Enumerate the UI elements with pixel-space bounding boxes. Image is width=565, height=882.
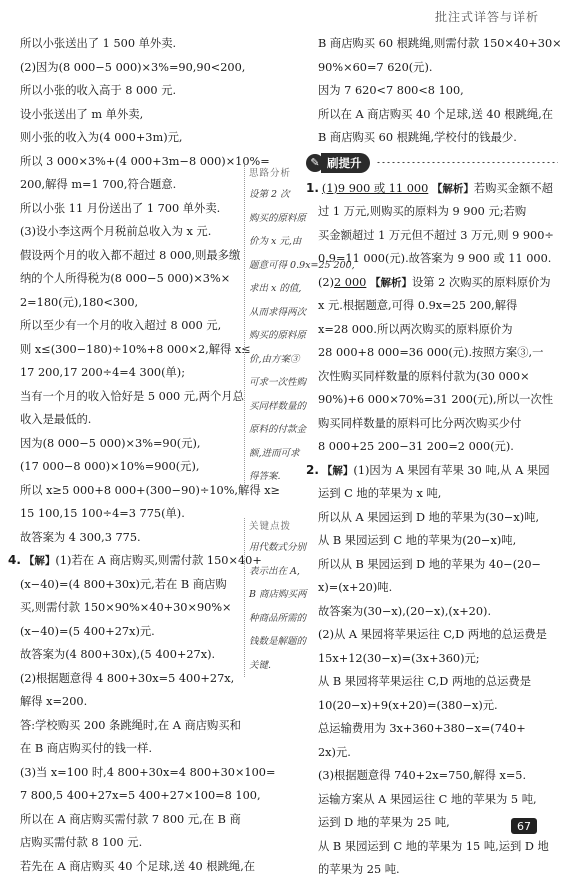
side-note-line: 从而求得两次	[249, 306, 307, 318]
side-note-line: B 商店购买两	[249, 589, 307, 600]
text-line: 故答案为(4 800+30x),(5 400+27x).	[20, 648, 216, 661]
text-line: (3)设小李这两个月税前总收入为 x 元.	[20, 225, 212, 238]
text-line: 从 B 果园运到 C 地的苹果为(20−x)吨,	[318, 534, 517, 547]
analysis-tag: 【解析】	[431, 182, 474, 195]
dotted-divider	[376, 161, 559, 164]
text-line: 0.9=11 000(元).故答案为 9 900 或 11 000.	[318, 252, 552, 265]
text-line: 运到 C 地的苹果为 x 吨,	[318, 487, 442, 500]
text-line: 因为 7 620<7 800<8 100,	[318, 84, 464, 97]
answer-underlined: 2 000	[334, 275, 367, 289]
side-note-line: 额,进而可求	[249, 447, 300, 459]
page-number: 67	[511, 818, 537, 834]
text-line: 买金额超过 1 万元但不超过 3 万元,则 9 900÷	[318, 228, 554, 242]
text-line: (x−40)=(5 400+27x)元.	[20, 624, 155, 638]
text-line: 所以小张的收入高于 8 000 元.	[20, 84, 177, 97]
text-line: 200,解得 m=1 700,符合题意.	[20, 178, 177, 191]
text-line: 故答案为 4 300,3 775.	[20, 530, 141, 544]
text-line: x)=(x+20)吨.	[318, 581, 393, 594]
side-note-line: 价,由方案③	[249, 353, 300, 365]
q4-first-line	[8, 549, 262, 573]
side-note-line: 用代数式分别	[249, 542, 307, 553]
text-line: 则小张的收入为(4 000+3m)元,	[20, 131, 183, 144]
text-line: 10(20−x)+9(x+20)=(380−x)元.	[318, 698, 498, 712]
text-line: 解得 x=200.	[20, 695, 88, 708]
text-line: 从 B 果园运到 C 地的苹果为 15 吨,运到 D 地	[318, 839, 549, 853]
text-line: 运输方案从 A 果园运往 C 地的苹果为 5 吨,	[318, 792, 537, 806]
text-line: 答:学校购买 200 条跳绳时,在 A 商店购买和	[20, 718, 241, 732]
text-line: 所以在 A 商店购买需付款 7 800 元,在 B 商	[20, 812, 241, 826]
text-line: 7 800,5 400+27x=5 400+27×100=8 100,	[20, 789, 261, 802]
text-line: 因为(8 000−5 000)×3%=90(元),	[20, 436, 201, 450]
text-line: 所以 x≥5 000+8 000+(300−90)÷10%,解得 x≥	[20, 483, 281, 497]
side-note-line: 求出 x 的值,	[249, 283, 302, 294]
text-line: 从 B 果园将苹果运往 C,D 两地的总运费是	[318, 675, 532, 688]
text-line: 店购买需付款 8 100 元.	[20, 836, 143, 849]
side-note-line: 设第 2 次	[249, 189, 290, 200]
text-line: 所以小张 11 月份送出了 1 700 单外卖.	[20, 201, 221, 215]
text-line: 收入是最低的.	[20, 413, 92, 426]
text-line: x 元.根据题意,可得 0.9x=25 200,解得	[318, 299, 518, 312]
side-note-line: 得答案.	[249, 471, 281, 482]
text-line: (3)根据题意得 740+2x=750,解得 x=5.	[318, 769, 527, 782]
text-line: 所以小张送出了 1 500 单外卖.	[20, 37, 177, 50]
text-line: 当有一个月的收入恰好是 5 000 元,两个月总	[20, 389, 244, 403]
side-note-title: 关键点拨	[249, 521, 292, 532]
text: (1)因为 A 果园有苹果 30 吨,从 A 果园	[353, 463, 550, 477]
side-note-line: 种商品所需的	[249, 612, 307, 624]
text-line: 90%×60=7 620(元).	[318, 60, 433, 74]
text-line: 所以至少有一个月的收入超过 8 000 元,	[20, 319, 222, 332]
side-note-line: 钱数是解题的	[249, 636, 307, 647]
text-line: (3)当 x=100 时,4 800+30x=4 800+30×100=	[20, 765, 276, 779]
solution-tag: 【解】	[23, 555, 56, 567]
side-note-line: 价为 x 元,由	[249, 236, 302, 247]
text-line: 纳的个人所得税为(8 000−5 000)×3%×	[20, 272, 231, 285]
text: (2)	[318, 275, 335, 289]
text-line: 15 100,15 100÷4=3 775(单).	[20, 507, 185, 520]
q2-first-line	[306, 459, 558, 483]
page-header-title: 批注式详答与详析	[434, 10, 539, 24]
analysis-tag: 【解析】	[369, 276, 412, 289]
text-line: 15x+12(30−x)=(3x+360)元;	[318, 651, 480, 665]
text: 设第 2 次购买的原料原价为	[411, 275, 551, 289]
right-column	[306, 32, 562, 882]
text-line: 8 000+25 200−31 200=2 000(元).	[318, 440, 514, 453]
solution-tag: 【解】	[321, 464, 354, 477]
text-line: 设小张送出了 m 单外卖,	[20, 107, 144, 121]
section-badge	[306, 152, 558, 174]
text-line: 买,则需付款 150×90%×40+30×90%×	[20, 601, 232, 614]
text-line: 则 x≤(300−180)÷10%+8 000×2,解得 x≤	[20, 342, 251, 356]
text-line: (2)因为(8 000−5 000)×3%=90,90<200,	[20, 60, 246, 74]
text-line: 假设两个月的收入都不超过 8 000,则最多缴	[20, 248, 241, 262]
text-line: 所以 3 000×3%+(4 000+3m−8 000)×10%=	[20, 154, 270, 168]
q1-first-line	[306, 177, 558, 201]
text-line: 在 B 商店购买付的钱一样.	[20, 742, 153, 755]
side-note-line: 购买的原料原	[249, 330, 307, 341]
side-note-line: 购买的原料原	[249, 212, 307, 224]
text-line: 总运输费用为 3x+360+380−x=(740+	[318, 722, 526, 735]
side-note-2	[244, 518, 307, 677]
text-line: 90%)+6 000×70%=31 200(元),所以一次性	[318, 393, 554, 406]
section-badge-label: 刷提升	[321, 153, 370, 173]
text-line: 若先在 A 商店购买 40 个足球,送 40 根跳绳,在	[20, 859, 256, 873]
text-line: 的苹果为 25 吨.	[318, 863, 400, 876]
text-line: 所以从 B 果园运到 D 地的苹果为 40−(20−	[318, 557, 541, 571]
text-line: 过 1 万元,则购买的原料为 9 900 元;若购	[318, 205, 527, 218]
text-line: 购买同样数量的原料可比分两次购买少付	[318, 416, 522, 430]
side-note-line: 关键.	[249, 659, 272, 671]
text-line: 17 200,17 200÷4=4 300(单);	[20, 366, 186, 379]
text-line: x=28 000.所以两次购买的原料原价为	[318, 322, 513, 336]
question-number: 1.	[306, 180, 319, 195]
q1-part2-line	[306, 271, 558, 295]
text-line: B 商店购买 60 根跳绳,则需付款 150×40+30×	[318, 37, 562, 50]
question-number: 2.	[306, 462, 319, 477]
text-line: (2)从 A 果园将苹果运往 C,D 两地的总运费是	[318, 628, 547, 641]
text-line: (17 000−8 000)×10%=900(元),	[20, 460, 200, 473]
text-line: (2)根据题意得 4 800+30x=5 400+27x,	[20, 671, 235, 685]
side-note-line: 原料的付款金	[249, 424, 307, 435]
text-line: 2x)元.	[318, 745, 351, 759]
answer-underlined: (1)9 900 或 11 000	[321, 181, 429, 195]
side-note-line: 题意可得 0.9x=25 200,	[249, 259, 355, 271]
text-line: (x−40)=(4 800+30x)元,若在 B 商店购	[20, 577, 227, 591]
text: 若购买金额不超	[473, 181, 553, 195]
text-line: 28 000+8 000=36 000(元).按照方案③,一	[318, 346, 544, 359]
text-line: 2=180(元),180<300,	[20, 295, 139, 309]
pencil-icon: ✎	[306, 154, 324, 172]
side-note-line: 可求一次性购	[249, 377, 307, 388]
side-note-line: 表示出在 A,	[249, 565, 300, 577]
text-line: 故答案为(30−x),(20−x),(x+20).	[318, 604, 492, 618]
text-line: 运到 D 地的苹果为 25 吨,	[318, 816, 450, 829]
question-number: 4.	[8, 553, 21, 567]
text-line: 所以在 A 商店购买 40 个足球,送 40 根跳绳,在	[318, 107, 554, 121]
text-line: 所以从 A 果园运到 D 地的苹果为(30−x)吨,	[318, 510, 540, 524]
text: (1)若在 A 商店购买,则需付款 150×40+	[55, 554, 262, 567]
text-line: B 商店购买 60 根跳绳,学校付的钱最少.	[318, 131, 517, 144]
side-note-title: 思路分析	[249, 168, 292, 179]
side-note-line: 买同样数量的	[249, 400, 307, 412]
text-line: 次性购买同样数量的原料付款为(30 000×	[318, 369, 530, 383]
